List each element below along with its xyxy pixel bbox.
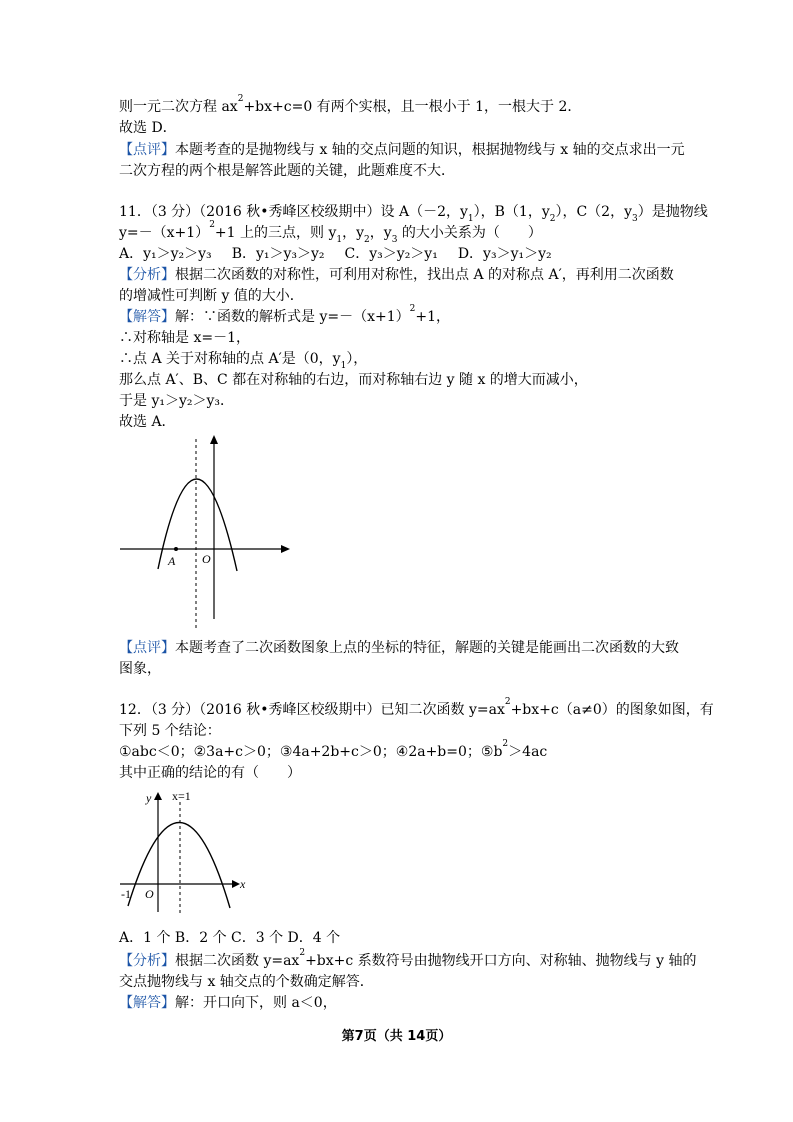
q11-option-b: B．y₁＞y₃＞y₂ [231, 246, 325, 262]
q11-stem: 11．（3 分）（2016 秋•秀峰区校级期中）设 A（－2，$y_1$），B（1，$y_2$），C（2，$y_3$）是抛物线 [119, 204, 708, 224]
q12-stem: 12．（3 分）（2016 秋•秀峰区校级期中）已知二次函数 $y=ax^2+bx+c(a\ne 0)$的图象如图，有 [119, 697, 714, 718]
review-tag: 【点评】 [119, 142, 175, 158]
label-o: O [202, 552, 211, 566]
q11-review: 【点评】本题考查了二次函数图象上点的坐标的特征，解题的关键是能画出二次函数的大致 [119, 640, 679, 656]
y-axis-arrow [154, 792, 162, 800]
q11-option-c: C．y₃＞y₂＞y₁ [344, 246, 438, 262]
q12-stem-4: 其中正确的结论的有（ ） [119, 765, 301, 781]
q11-parabola-figure [118, 433, 294, 633]
q12-analysis: 【分析】根据二次函数 $y=ax^2+bx+c$ 系数符号由抛物线开口方向、对称轴、抛物线与 y 轴的 [119, 948, 697, 969]
answer-tag: 【解答】 [119, 309, 175, 325]
label-o: O [145, 887, 154, 901]
q11-answer-2: ∴对称轴是 x=－1， [119, 330, 250, 346]
label-a: A [168, 554, 176, 568]
label-x: x [240, 877, 246, 891]
label-axis: x=1 [172, 789, 191, 803]
label-y: y [146, 791, 152, 805]
q11-answer-3: ∴点 A 关于对称轴的点 A′是（0，$y_1$）， [119, 351, 368, 371]
prev-review-2: 二次方程的两个根是解答此题的关键，此题难度不大． [119, 163, 455, 179]
analysis-tag: 【分析】 [119, 953, 175, 969]
label-neg1: -1 [121, 887, 131, 901]
q11-options [119, 244, 572, 264]
q11-answer-1: 【解答】解：∵函数的解析式是 $y=-(x+1)^2+1$， [119, 304, 450, 325]
q12-options: A．1 个 B．2 个 C．3 个 D．4 个 [119, 930, 341, 946]
q11-analysis-2: 的增减性可判断 y 值的大小． [119, 288, 304, 304]
q11-analysis: 【分析】根据二次函数的对称性，可利用对称性，找出点 A 的对称点 A′，再利用二次函数 [119, 267, 674, 283]
q11-review-2: 图象， [119, 661, 161, 677]
q12-answer-1: 【解答】解：开口向下，则 a＜0， [119, 995, 337, 1011]
y-axis-arrow [210, 435, 218, 444]
review-tag: 【点评】 [119, 640, 175, 656]
parabola-curve [128, 822, 230, 908]
prev-line-1: 则一元二次方程 $ax^2+bx+c=0$ 有两个实根，且一根小于 1，一根大于 2． [119, 94, 582, 115]
q11-answer-6: 故选 A． [119, 414, 176, 430]
prev-review: 【点评】本题考查的是抛物线与 x 轴的交点问题的知识，根据抛物线与 x 轴的交点求出一元 [119, 142, 685, 158]
q12-conclusions: ①abc＜0；②3a+c＞0；③4a+2b+c＞0；④2a+b=0；$⑤b^2>4ac$ [119, 739, 548, 760]
x-axis-arrow [281, 545, 290, 553]
q12-analysis-2: 交点抛物线与 x 轴交点的个数确定解答． [119, 974, 374, 990]
prev-line-2: 故选 D． [119, 120, 177, 136]
q11-option-a: A．y₁＞y₂＞y₃ [119, 246, 212, 262]
q11-stem-2: $y=-(x+1)^2+1$ 上的三点，则 $y_1$，$y_2$，$y_3$ 的大小关系为（ ） [119, 220, 542, 245]
q11-answer-4: 那么点 A′、B、C 都在对称轴的右边，而对称轴右边 y 随 x 的增大而减小， [119, 372, 588, 388]
x-axis-arrow [232, 880, 240, 888]
q11-option-d: D．y₃＞y₁＞y₂ [457, 246, 552, 262]
analysis-tag: 【分析】 [119, 267, 175, 283]
page-footer: 第7页（共 14页） [341, 1029, 452, 1044]
answer-tag: 【解答】 [119, 995, 175, 1011]
q12-stem-2: 下列 5 个结论： [119, 723, 221, 739]
q11-answer-5: 于是 y₁＞y₂＞y₃． [119, 393, 235, 409]
point-a [174, 547, 178, 551]
q12-parabola-figure [116, 786, 256, 916]
